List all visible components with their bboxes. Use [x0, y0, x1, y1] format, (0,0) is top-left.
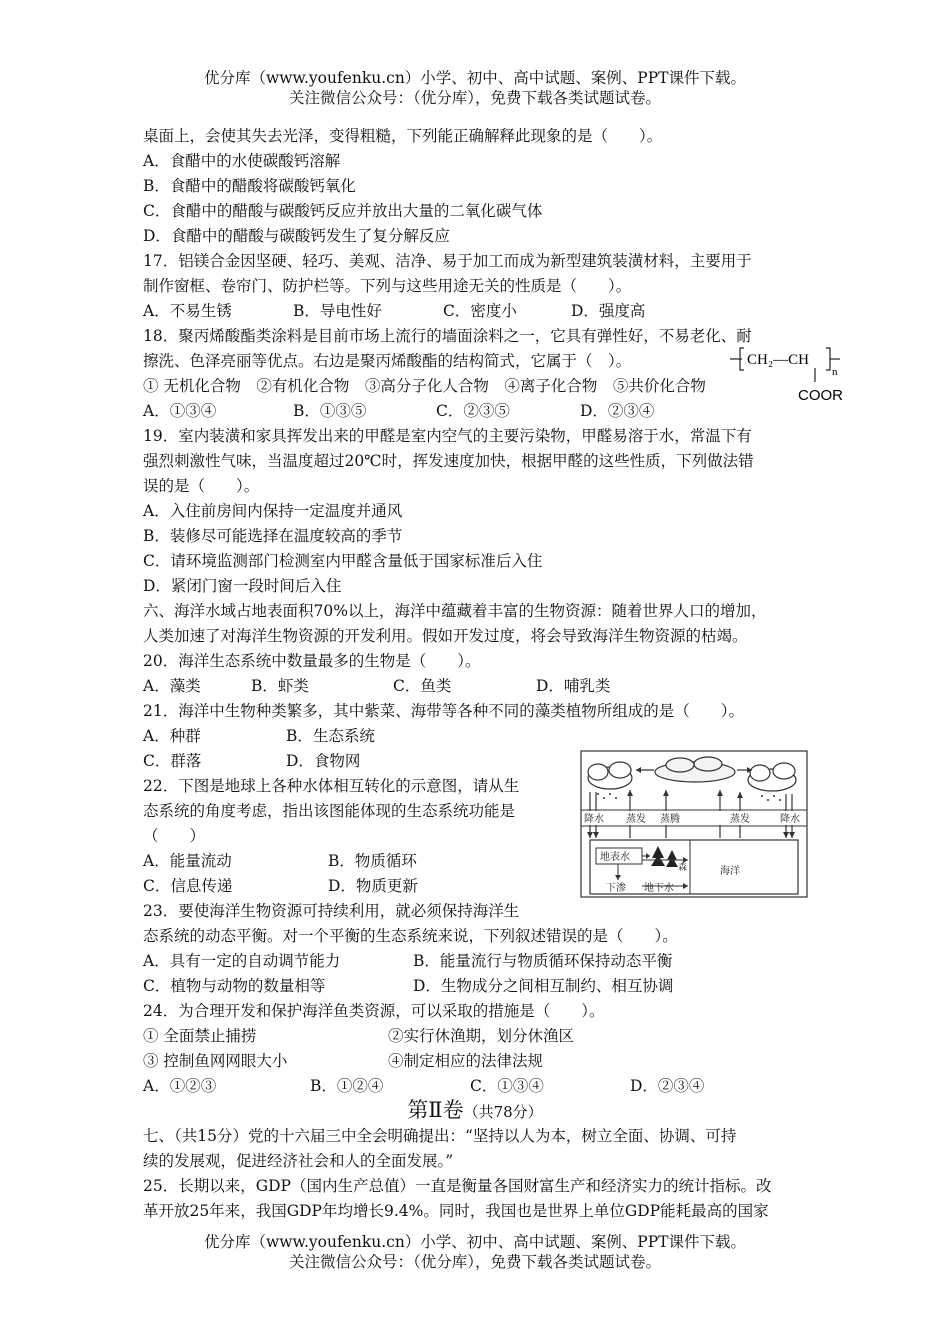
q20-option-a: A．藻类 — [143, 677, 201, 695]
q25-stem-line-1: 25．长期以来，GDP（国内生产总值）一直是衡量各国财富生产和经济实力的统计指标。改 — [143, 1177, 772, 1195]
formula-subscript: n — [832, 366, 838, 378]
label-ocean: 海洋 — [720, 866, 740, 877]
q24-option-b: B．①②④ — [310, 1077, 384, 1095]
q22-stem-line-2: 态系统的角度考虑，指出该图能体现的生态系统功能是 — [143, 802, 516, 820]
label-tree: 森 — [678, 863, 688, 873]
q20-option-c: C．鱼类 — [393, 677, 452, 695]
q21-option-d: D．食物网 — [286, 752, 361, 770]
header-line-1: 优分库（www.youfenku.cn）小学、初中、高中试题、案例、PPT课件下载。 — [203, 69, 747, 87]
q24-stem: 24．为合理开发和保护海洋鱼类资源，可以采取的措施是（ ）。 — [143, 1002, 605, 1020]
q24-choice-3: ③ 控制鱼网网眼大小 — [143, 1052, 288, 1070]
q17-option-b: B．导电性好 — [293, 302, 382, 320]
water-cycle-diagram — [580, 750, 808, 898]
q16-option-c: C．食醋中的醋酸与碳酸钙反应并放出大量的二氧化碳气体 — [143, 202, 543, 220]
q20-stem: 20．海洋生态系统中数量最多的生物是（ ）。 — [143, 652, 481, 670]
q24-choice-4: ④制定相应的法律法规 — [388, 1052, 544, 1070]
q19-stem-line-1: 19．室内装潢和家具挥发出来的甲醛是室内空气的主要污染物，甲醛易溶于水，常温下有 — [143, 427, 752, 445]
section6-intro-line-1: 六、海洋水域占地表面积70%以上，海洋中蕴藏着丰富的生物资源：随着世界人口的增加， — [143, 602, 767, 620]
q18-choices: ① 无机化合物 ②有机化合物 ③高分子化人合物 ④离子化合物 ⑤共价化合物 — [143, 377, 706, 395]
q21-option-c: C．群落 — [143, 752, 202, 770]
q18-option-b: B．①③⑤ — [293, 402, 367, 420]
section7-line-1: 七、（共15分）党的十六届三中全会明确提出：“坚持以人为本，树立全面、协调、可持 — [143, 1127, 737, 1145]
section7-line-2: 续的发展观，促进经济社会和人的全面发展。” — [143, 1152, 454, 1170]
q17-stem-line-2: 制作窗框、卷帘门、防护栏等。下列与这些用途无关的性质是（ ）。 — [143, 277, 632, 295]
q23-option-c: C．植物与动物的数量相等 — [143, 977, 326, 995]
q22-option-a: A．能量流动 — [143, 852, 232, 870]
footer-line-2: 关注微信公众号：（优分库），免费下载各类试题试卷。 — [288, 1253, 661, 1271]
q19-stem-line-3: 误的是（ ）。 — [143, 477, 260, 495]
q16-stem-tail: 桌面上，会使其失去光泽，变得粗糙，下列能正确解释此现象的是（ ）。 — [143, 127, 663, 145]
section6-intro-line-2: 人类加速了对海洋生物资源的开发利用。假如开发过度，将会导致海洋生物资源的枯竭。 — [143, 627, 748, 645]
q23-option-b: B．能量流行与物质循环保持动态平衡 — [413, 952, 673, 970]
label-infiltration: 下渗 — [606, 883, 626, 894]
q22-option-c: C．信息传递 — [143, 877, 233, 895]
q24-option-c: C．①③④ — [470, 1077, 544, 1095]
q22-stem-line-1: 22．下图是地球上各种水体相互转化的示意图，请从生 — [143, 777, 520, 795]
part2-title — [0, 1097, 950, 1125]
label-precip-left: 降水 — [584, 814, 604, 825]
q20-option-d: D．哺乳类 — [536, 677, 611, 695]
cloud-left-icon — [588, 762, 632, 789]
q19-option-d: D．紧闭门窗一段时间后入住 — [143, 577, 342, 595]
q19-option-b: B．装修尽可能选择在温度较高的季节 — [143, 527, 403, 545]
label-groundwater: 地下水 — [644, 883, 674, 894]
label-transpiration: 蒸腾 — [660, 814, 680, 825]
q24-option-a: A．①②③ — [143, 1077, 217, 1095]
label-evaporation-right: 蒸发 — [730, 814, 750, 825]
q21-option-a: A．种群 — [143, 727, 201, 745]
polyacrylate-structure-formula — [728, 340, 852, 406]
q24-choice-2: ②实行休渔期，划分休渔区 — [388, 1027, 575, 1045]
q23-stem-line-2: 态系统的动态平衡。对一个平衡的生态系统来说，下列叙述错误的是（ ）。 — [143, 927, 678, 945]
q24-option-d: D．②③④ — [630, 1077, 705, 1095]
q18-stem-line-1: 18．聚丙烯酸酯类涂料是目前市场上流行的墙面涂料之一，它具有弹性好，不易老化、耐 — [143, 327, 752, 345]
q24-choice-1: ① 全面禁止捕捞 — [143, 1027, 257, 1045]
q25-stem-line-2: 革开放25年来，我国GDP年均增长9.4%。同时，我国也是世界上单位GDP能耗最高的国家 — [143, 1202, 769, 1220]
q20-option-b: B．虾类 — [251, 677, 309, 695]
q18-option-d: D．②③④ — [580, 402, 655, 420]
q21-stem: 21．海洋中生物种类繁多，其中紫菜、海带等各种不同的藻类植物所组成的是（ ）。 — [143, 702, 744, 720]
q18-option-a: A．①③④ — [143, 402, 217, 420]
q19-stem-line-2: 强烈刺激性气味，当温度超过20℃时，挥发速度加快，根据甲醛的这些性质，下列做法错 — [143, 452, 754, 470]
formula-main: CH₂—CH — [747, 352, 809, 368]
q16-option-d: D．食醋中的醋酸与碳酸钙发生了复分解反应 — [143, 227, 450, 245]
q18-option-c: C．②③⑤ — [436, 402, 510, 420]
q23-option-a: A．具有一定的自动调节能力 — [143, 952, 341, 970]
header-line-2: 关注微信公众号：（优分库），免费下载各类试题试卷。 — [288, 89, 661, 107]
q23-stem-line-1: 23．要使海洋生物资源可持续利用，就必须保持海洋生 — [143, 902, 520, 920]
q16-option-b: B．食醋中的醋酸将碳酸钙氧化 — [143, 177, 356, 195]
q17-stem-line-1: 17．铝镁合金因坚硬、轻巧、美观、洁净、易于加工而成为新型建筑装潢材料，主要用于 — [143, 252, 752, 270]
q19-option-c: C．请环境监测部门检测室内甲醛含量低于国家标准后入住 — [143, 552, 543, 570]
q18-stem-line-2: 擦洗、色泽亮丽等优点。右边是聚丙烯酸酯的结构简式，它属于（ ）。 — [143, 352, 632, 370]
q19-option-a: A．入住前房间内保持一定温度并通风 — [143, 502, 403, 520]
formula-group: COOR — [798, 387, 843, 404]
q23-option-d: D．生物成分之间相互制约、相互协调 — [413, 977, 674, 995]
part2-score: （共78分） — [463, 1103, 543, 1121]
label-evaporation: 蒸发 — [626, 814, 646, 825]
label-precip-right: 降水 — [780, 814, 800, 825]
q22-option-b: B．物质循环 — [328, 852, 417, 870]
part2-title-text: 第Ⅱ卷 — [407, 1098, 464, 1122]
q22-option-d: D．物质更新 — [328, 877, 418, 895]
footer-line-1: 优分库（www.youfenku.cn）小学、初中、高中试题、案例、PPT课件下载。 — [203, 1233, 747, 1251]
q16-option-a: A．食醋中的水使碳酸钙溶解 — [143, 152, 341, 170]
q21-option-b: B．生态系统 — [286, 727, 375, 745]
q22-stem-line-3: （ ） — [143, 827, 206, 845]
q17-option-d: D．强度高 — [571, 302, 646, 320]
q17-option-a: A．不易生锈 — [143, 302, 232, 320]
label-surface-water: 地表水 — [600, 852, 630, 863]
q17-option-c: C．密度小 — [443, 302, 517, 320]
